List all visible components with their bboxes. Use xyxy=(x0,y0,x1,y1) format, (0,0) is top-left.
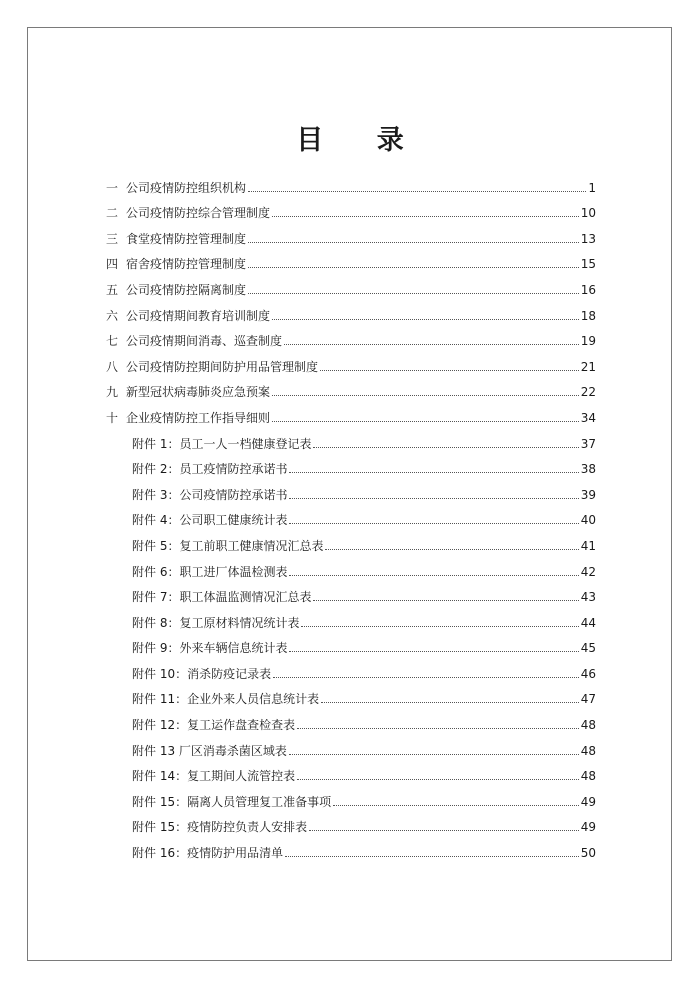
toc-entry-title: 新型冠状病毒肺炎应急预案 xyxy=(126,385,271,400)
toc-dot-leader xyxy=(297,779,579,780)
toc-dot-leader xyxy=(289,651,578,652)
toc-page-number: 39 xyxy=(580,487,596,502)
toc-attachment-title: 附件 15：疫情防控负责人安排表 xyxy=(132,820,308,835)
toc-entry-number: 十 xyxy=(106,410,119,425)
toc-entry-number: 三 xyxy=(106,231,119,246)
toc-entry-number: 五 xyxy=(106,282,119,297)
toc-page-number: 18 xyxy=(580,308,596,323)
toc-dot-leader xyxy=(248,293,579,294)
toc-attachment-title: 附件 7：职工体温监测情况汇总表 xyxy=(132,590,312,605)
page-title: 目 录 xyxy=(296,125,426,156)
toc-dot-leader xyxy=(272,216,579,217)
toc-attachment-title: 附件 13 厂区消毒杀菌区域表 xyxy=(132,743,287,758)
toc-entry-number: 六 xyxy=(106,308,119,323)
toc-attachment-title: 附件 9：外来车辆信息统计表 xyxy=(132,641,288,656)
toc-dot-leader xyxy=(313,447,578,448)
toc-attachment-title: 附件 2：员工疫情防控承诺书 xyxy=(132,462,288,477)
toc-dot-leader xyxy=(248,267,579,268)
toc-dot-leader xyxy=(284,344,579,345)
toc-dot-leader xyxy=(289,523,578,524)
toc-dot-leader xyxy=(248,191,586,192)
toc-entry[interactable] xyxy=(106,400,596,426)
toc-entry[interactable] xyxy=(106,272,596,298)
toc-entry-title: 公司疫情防控综合管理制度 xyxy=(126,206,271,221)
toc-dot-leader xyxy=(289,575,578,576)
toc-entry-number: 八 xyxy=(106,359,119,374)
toc-attachment-title: 附件 8：复工原材料情况统计表 xyxy=(132,615,300,630)
toc-dot-leader xyxy=(289,754,579,755)
toc-dot-leader xyxy=(309,830,579,831)
toc-attachment-entry[interactable] xyxy=(106,426,596,452)
toc-entry-title: 企业疫情防控工作指导细则 xyxy=(126,410,271,425)
toc-entry-title: 公司疫情防控组织机构 xyxy=(126,180,247,195)
toc-entry[interactable] xyxy=(106,324,596,350)
toc-dot-leader xyxy=(297,728,579,729)
toc-entry-number: 九 xyxy=(106,385,119,400)
toc-dot-leader xyxy=(301,626,578,627)
toc-page-number: 15 xyxy=(580,257,596,272)
toc-entry-title: 公司疫情防控隔离制度 xyxy=(126,282,247,297)
toc-page-number: 45 xyxy=(580,641,596,656)
toc-page-number: 37 xyxy=(580,436,596,451)
toc-attachment-entry[interactable] xyxy=(106,528,596,554)
toc-attachment-entry[interactable] xyxy=(106,656,596,682)
toc-attachment-entry[interactable] xyxy=(106,631,596,657)
toc-dot-leader xyxy=(333,805,579,806)
toc-page-number: 43 xyxy=(580,590,596,605)
toc-dot-leader xyxy=(248,242,579,243)
toc-page-number: 47 xyxy=(580,692,596,707)
toc-page-number: 40 xyxy=(580,513,596,528)
toc-entry[interactable] xyxy=(106,221,596,247)
toc-attachment-entry[interactable] xyxy=(106,784,596,810)
toc-attachment-title: 附件 11：企业外来人员信息统计表 xyxy=(132,692,320,707)
toc-attachment-entry[interactable] xyxy=(106,503,596,529)
toc-attachment-entry[interactable] xyxy=(106,477,596,503)
toc-page-number: 10 xyxy=(580,206,596,221)
toc-attachment-entry[interactable] xyxy=(106,605,596,631)
toc-entry-number: 四 xyxy=(106,257,119,272)
toc-entry-title: 公司疫情期间教育培训制度 xyxy=(126,308,271,323)
toc-attachment-entry[interactable] xyxy=(106,835,596,861)
toc-entry-number: 一 xyxy=(106,180,119,195)
toc-dot-leader xyxy=(325,549,578,550)
toc-page-number: 48 xyxy=(580,769,596,784)
toc-attachment-title: 附件 6：职工进厂体温检测表 xyxy=(132,564,288,579)
toc-dot-leader xyxy=(285,856,579,857)
toc-entry[interactable] xyxy=(106,247,596,273)
toc-attachment-entry[interactable] xyxy=(106,810,596,836)
toc-attachment-title: 附件 10：消杀防疫记录表 xyxy=(132,666,272,681)
toc-dot-leader xyxy=(313,600,578,601)
toc-entry[interactable] xyxy=(106,375,596,401)
toc-dot-leader xyxy=(272,395,579,396)
toc-page-number: 42 xyxy=(580,564,596,579)
toc-page-number: 46 xyxy=(580,666,596,681)
toc-attachment-entry[interactable] xyxy=(106,580,596,606)
toc-dot-leader xyxy=(289,472,578,473)
toc-dot-leader xyxy=(289,498,578,499)
toc-attachment-entry[interactable] xyxy=(106,682,596,708)
toc-attachment-title: 附件 15：隔离人员管理复工准备事项 xyxy=(132,794,332,809)
toc-attachment-title: 附件 4：公司职工健康统计表 xyxy=(132,513,288,528)
toc-attachment-title: 附件 14：复工期间人流管控表 xyxy=(132,769,296,784)
toc-page-number: 16 xyxy=(580,282,596,297)
toc-page-number: 48 xyxy=(580,743,596,758)
toc-attachment-entry[interactable] xyxy=(106,452,596,478)
toc-page-number: 49 xyxy=(580,820,596,835)
toc-attachment-title: 附件 16：疫情防护用品清单 xyxy=(132,846,284,861)
toc-entry[interactable] xyxy=(106,298,596,324)
toc-attachment-title: 附件 3：公司疫情防控承诺书 xyxy=(132,487,288,502)
table-of-contents xyxy=(106,170,596,861)
toc-page-number: 19 xyxy=(580,334,596,349)
toc-page-number: 44 xyxy=(580,615,596,630)
toc-page-number: 34 xyxy=(580,410,596,425)
toc-entry-number: 二 xyxy=(106,206,119,221)
toc-entry-number: 七 xyxy=(106,334,119,349)
toc-attachment-entry[interactable] xyxy=(106,554,596,580)
toc-dot-leader xyxy=(272,319,579,320)
toc-entry-title: 公司疫情防控期间防护用品管理制度 xyxy=(126,359,319,374)
toc-page-number: 21 xyxy=(580,359,596,374)
toc-dot-leader xyxy=(320,370,579,371)
toc-page-number: 22 xyxy=(580,385,596,400)
toc-entry-title: 宿舍疫情防控管理制度 xyxy=(126,257,247,272)
toc-dot-leader xyxy=(321,702,579,703)
toc-page-number: 50 xyxy=(580,846,596,861)
toc-attachment-entry[interactable] xyxy=(106,733,596,759)
toc-attachment-entry[interactable] xyxy=(106,759,596,785)
toc-entry[interactable] xyxy=(106,170,596,196)
toc-attachment-entry[interactable] xyxy=(106,707,596,733)
toc-attachment-title: 附件 1：员工一人一档健康登记表 xyxy=(132,436,312,451)
toc-dot-leader xyxy=(273,677,579,678)
toc-page-number: 48 xyxy=(580,718,596,733)
toc-entry-title: 公司疫情期间消毒、巡查制度 xyxy=(126,334,283,349)
toc-entry[interactable] xyxy=(106,196,596,222)
toc-page-number: 41 xyxy=(580,538,596,553)
toc-attachment-title: 附件 12：复工运作盘查检查表 xyxy=(132,718,296,733)
toc-page-number: 38 xyxy=(580,462,596,477)
toc-page-number: 1 xyxy=(588,180,596,195)
toc-attachment-title: 附件 5：复工前职工健康情况汇总表 xyxy=(132,538,324,553)
toc-page-number: 49 xyxy=(580,794,596,809)
toc-page-number: 13 xyxy=(580,231,596,246)
toc-entry[interactable] xyxy=(106,349,596,375)
toc-entry-title: 食堂疫情防控管理制度 xyxy=(126,231,247,246)
toc-dot-leader xyxy=(272,421,579,422)
